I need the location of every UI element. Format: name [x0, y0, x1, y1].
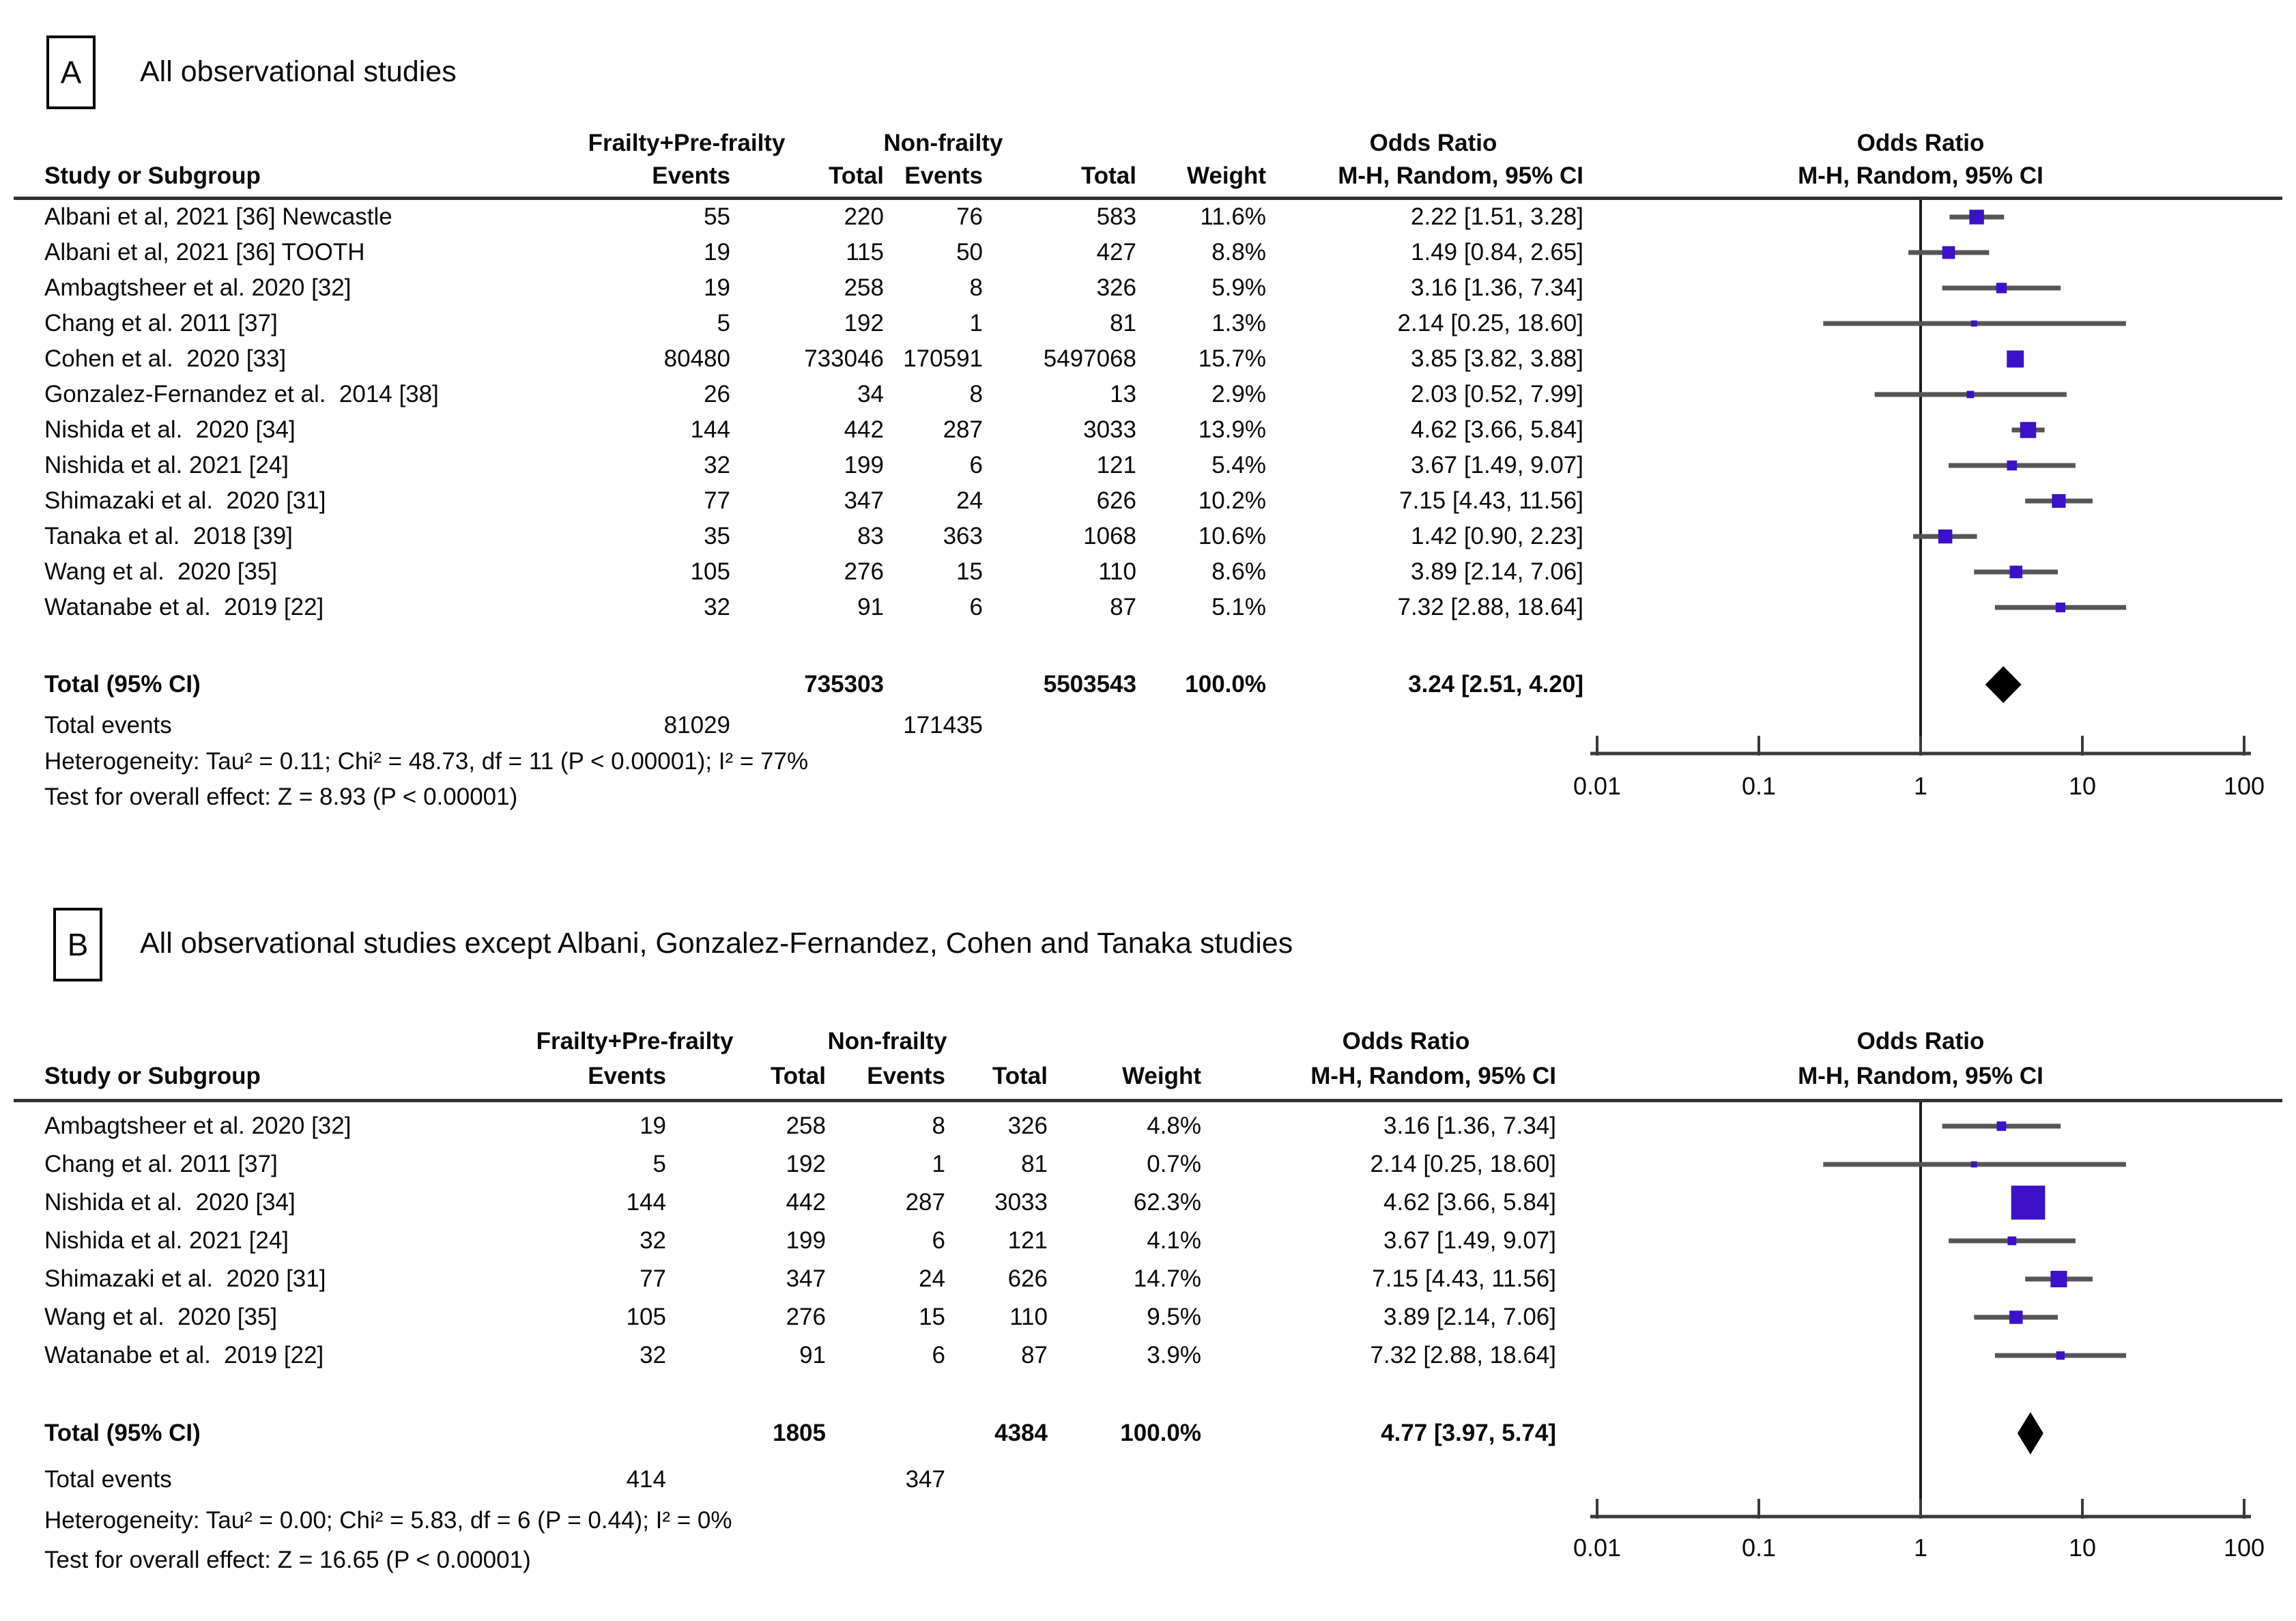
overall-effect-text: Test for overall effect: Z = 8.93 (P < 0.00001)	[44, 784, 518, 810]
total-nonfrailty-value: 326	[1007, 1113, 1048, 1139]
total-nonfrailty-value: 427	[1096, 239, 1136, 266]
study-name: Tanaka et al. 2018 [39]	[44, 523, 293, 549]
or-square	[1942, 246, 1955, 259]
events-frailty-value: 5	[652, 1151, 666, 1177]
axis-tick-label: 10	[2068, 772, 2097, 800]
col-header-odds-ratio-stats: Odds Ratio	[1369, 130, 1497, 156]
total-frailty-value: 276	[844, 558, 884, 585]
events-frailty-value: 19	[640, 1113, 666, 1139]
total-nonfrailty-value: 13	[1110, 381, 1136, 407]
or-ci-text: 2.14 [0.25, 18.60]	[1370, 1151, 1556, 1177]
total-nonfrailty-value: 87	[1110, 594, 1136, 620]
total-frailty-value: 442	[786, 1189, 826, 1216]
or-square	[1997, 1121, 2007, 1131]
total-nonfrailty-value: 81	[1021, 1151, 1048, 1177]
panel-title: All observational studies	[140, 55, 457, 88]
col-header-total-nonfrailty: Total	[1080, 162, 1136, 189]
total-nonfrailty-value: 583	[1096, 203, 1136, 230]
events-frailty-value: 144	[626, 1189, 666, 1216]
total-label: Total (95% CI)	[44, 1420, 201, 1446]
total-frailty-value: 220	[844, 203, 884, 230]
weight-value: 5.9%	[1211, 274, 1266, 301]
study-name: Nishida et al. 2021 [24]	[44, 452, 289, 478]
events-nonfrailty-value: 6	[932, 1227, 945, 1254]
or-ci-text: 2.22 [1.51, 3.28]	[1411, 203, 1583, 230]
axis-tick-label: 1	[1913, 772, 1928, 800]
or-square	[1967, 391, 1975, 399]
total-nonfrailty-value: 110	[1009, 1304, 1048, 1330]
or-square	[2056, 603, 2065, 612]
axis-tick-label: 0.01	[1573, 1534, 1622, 1562]
events-nonfrailty-value: 287	[943, 416, 983, 443]
col-header-mh-random-ci-stats: M-H, Random, 95% CI	[1338, 162, 1583, 189]
events-nonfrailty-value: 76	[956, 203, 983, 230]
or-square	[2007, 351, 2024, 368]
total-events-frailty: 81029	[663, 712, 730, 738]
header-rule	[14, 197, 2282, 200]
events-frailty-value: 105	[626, 1304, 666, 1330]
col-header-total-frailty: Total	[828, 162, 884, 189]
events-frailty-value: 32	[640, 1227, 666, 1254]
events-nonfrailty-value: 1	[932, 1151, 945, 1177]
overall-effect-text: Test for overall effect: Z = 16.65 (P < 0.00001)	[44, 1547, 531, 1573]
total-nonfrailty-value: 326	[1096, 274, 1136, 301]
total-nonfrailty-value: 81	[1110, 310, 1136, 336]
total-nonfrailty-value: 110	[1098, 558, 1136, 585]
panel-label-box	[53, 908, 102, 981]
total-nonfrailty-total: 4384	[994, 1420, 1048, 1446]
weight-value: 2.9%	[1211, 381, 1266, 407]
total-frailty-value: 733046	[804, 345, 884, 372]
events-nonfrailty-value: 24	[919, 1265, 945, 1292]
study-name: Albani et al, 2021 [36] Newcastle	[44, 203, 392, 230]
or-square	[2052, 494, 2065, 508]
events-nonfrailty-value: 24	[956, 487, 983, 514]
weight-value: 10.6%	[1198, 523, 1266, 549]
summary-diamond	[1985, 666, 2022, 703]
or-square	[1971, 1162, 1977, 1168]
col-header-weight: Weight	[1186, 162, 1266, 189]
weight-value: 4.1%	[1147, 1227, 1201, 1254]
col-header-nonfrailty-group: Non-frailty	[827, 1028, 947, 1055]
heterogeneity-text: Heterogeneity: Tau² = 0.00; Chi² = 5.83, df = 6 (P = 0.44); I² = 0%	[44, 1507, 732, 1534]
axis-tick-label: 0.1	[1741, 772, 1777, 800]
total-events-nonfrailty: 171435	[903, 712, 983, 738]
events-nonfrailty-value: 6	[969, 452, 983, 478]
events-frailty-value: 80480	[663, 345, 730, 372]
total-events-frailty: 414	[626, 1466, 666, 1493]
study-name: Gonzalez-Fernandez et al. 2014 [38]	[44, 381, 439, 407]
events-nonfrailty-value: 1	[969, 310, 983, 336]
or-ci-text: 3.67 [1.49, 9.07]	[1383, 1227, 1556, 1254]
weight-value: 9.5%	[1147, 1304, 1201, 1330]
or-ci-text: 2.14 [0.25, 18.60]	[1397, 310, 1583, 336]
events-nonfrailty-value: 287	[905, 1189, 945, 1216]
col-header-weight: Weight	[1121, 1063, 1201, 1089]
or-square	[2011, 1186, 2046, 1220]
events-nonfrailty-value: 15	[919, 1304, 945, 1330]
events-nonfrailty-value: 15	[956, 558, 983, 585]
col-header-frailty-group: Frailty+Pre-frailty	[588, 130, 786, 156]
or-ci-text: 1.49 [0.84, 2.65]	[1411, 239, 1583, 266]
study-name: Watanabe et al. 2019 [22]	[44, 1342, 324, 1368]
col-header-odds-ratio-graph: Odds Ratio	[1856, 1028, 1985, 1055]
study-name: Ambagtsheer et al. 2020 [32]	[44, 274, 351, 301]
axis-tick-label: 0.01	[1573, 772, 1622, 800]
weight-value: 4.8%	[1147, 1113, 1201, 1139]
total-events-label: Total events	[44, 712, 172, 738]
study-name: Nishida et al. 2020 [34]	[44, 1189, 296, 1216]
or-square	[2009, 1310, 2022, 1323]
total-nonfrailty-value: 121	[1096, 452, 1136, 478]
total-frailty-value: 258	[844, 274, 884, 301]
col-header-odds-ratio-stats: Odds Ratio	[1342, 1028, 1470, 1055]
weight-value: 62.3%	[1133, 1189, 1201, 1216]
total-nonfrailty-total: 5503543	[1043, 671, 1136, 698]
or-ci-text: 4.62 [3.66, 5.84]	[1411, 416, 1583, 443]
total-or-ci: 4.77 [3.97, 5.74]	[1381, 1420, 1556, 1446]
col-header-events-frailty: Events	[588, 1063, 666, 1089]
events-frailty-value: 32	[704, 452, 730, 478]
col-header-mh-random-ci-stats: M-H, Random, 95% CI	[1310, 1063, 1556, 1089]
events-frailty-value: 105	[690, 558, 730, 585]
weight-value: 10.2%	[1198, 487, 1266, 514]
total-nonfrailty-value: 626	[1007, 1265, 1048, 1292]
or-ci-text: 3.89 [2.14, 7.06]	[1383, 1304, 1556, 1330]
total-frailty-value: 199	[786, 1227, 826, 1254]
weight-value: 14.7%	[1133, 1265, 1201, 1292]
total-weight: 100.0%	[1185, 671, 1266, 698]
or-ci-text: 7.15 [4.43, 11.56]	[1399, 487, 1583, 514]
study-name: Chang et al. 2011 [37]	[44, 1151, 278, 1177]
col-header-mh-random-ci-graph: M-H, Random, 95% CI	[1798, 162, 2043, 189]
or-square	[1996, 283, 2007, 293]
col-header-total-nonfrailty: Total	[992, 1063, 1048, 1089]
total-frailty-value: 34	[857, 381, 884, 407]
weight-value: 5.4%	[1211, 452, 1266, 478]
events-frailty-value: 35	[704, 523, 730, 549]
weight-value: 8.8%	[1211, 239, 1266, 266]
panel-title: All observational studies except Albani, Gonzalez-Fernandez, Cohen and Tanaka studies	[140, 927, 1293, 960]
weight-value: 5.1%	[1211, 594, 1266, 620]
total-events-nonfrailty: 347	[905, 1466, 945, 1493]
total-frailty-value: 276	[786, 1304, 826, 1330]
events-frailty-value: 5	[717, 310, 730, 336]
total-frailty-value: 347	[786, 1265, 826, 1292]
or-square	[1938, 530, 1953, 544]
col-header-events-frailty: Events	[652, 162, 730, 189]
total-frailty-value: 192	[786, 1151, 826, 1177]
axis-tick-label: 1	[1913, 1534, 1928, 1562]
events-nonfrailty-value: 50	[956, 239, 983, 266]
weight-value: 0.7%	[1147, 1151, 1201, 1177]
study-name: Cohen et al. 2020 [33]	[44, 345, 287, 372]
total-nonfrailty-value: 3033	[1083, 416, 1136, 443]
or-square	[1971, 321, 1977, 327]
total-frailty-total: 735303	[804, 671, 884, 698]
total-frailty-value: 91	[857, 594, 884, 620]
study-name: Ambagtsheer et al. 2020 [32]	[44, 1113, 351, 1139]
total-frailty-value: 347	[844, 487, 884, 514]
events-frailty-value: 32	[704, 594, 730, 620]
total-frailty-total: 1805	[773, 1420, 826, 1446]
or-ci-text: 7.32 [2.88, 18.64]	[1370, 1342, 1556, 1368]
total-frailty-value: 199	[844, 452, 884, 478]
events-frailty-value: 77	[640, 1265, 666, 1292]
total-nonfrailty-value: 87	[1021, 1342, 1048, 1368]
col-header-events-nonfrailty: Events	[867, 1063, 945, 1089]
events-frailty-value: 19	[704, 274, 730, 301]
total-label: Total (95% CI)	[44, 671, 201, 698]
or-ci-text: 7.15 [4.43, 11.56]	[1372, 1265, 1556, 1292]
or-ci-text: 1.42 [0.90, 2.23]	[1411, 523, 1583, 549]
events-nonfrailty-value: 6	[969, 594, 983, 620]
study-name: Nishida et al. 2020 [34]	[44, 416, 296, 443]
total-frailty-value: 83	[857, 523, 884, 549]
total-frailty-value: 442	[844, 416, 884, 443]
or-square	[1969, 210, 1983, 224]
or-ci-text: 3.16 [1.36, 7.34]	[1411, 274, 1583, 301]
total-frailty-value: 258	[786, 1113, 826, 1139]
weight-value: 15.7%	[1198, 345, 1266, 372]
weight-value: 8.6%	[1211, 558, 1266, 585]
study-name: Albani et al, 2021 [36] TOOTH	[44, 239, 365, 266]
or-ci-text: 3.89 [2.14, 7.06]	[1411, 558, 1583, 585]
total-nonfrailty-value: 3033	[994, 1189, 1048, 1216]
or-square	[2020, 422, 2036, 437]
col-header-frailty-group: Frailty+Pre-frailty	[536, 1028, 734, 1055]
panel-label-box	[46, 35, 96, 109]
total-nonfrailty-value: 121	[1007, 1227, 1048, 1254]
study-name: Shimazaki et al. 2020 [31]	[44, 1265, 326, 1292]
panel-label: A	[60, 55, 82, 90]
events-nonfrailty-value: 6	[932, 1342, 945, 1368]
or-ci-text: 4.62 [3.66, 5.84]	[1383, 1189, 1556, 1216]
col-header-odds-ratio-graph: Odds Ratio	[1856, 130, 1985, 156]
col-header-nonfrailty-group: Non-frailty	[883, 130, 1003, 156]
study-name: Wang et al. 2020 [35]	[44, 1304, 278, 1330]
events-nonfrailty-value: 8	[932, 1113, 945, 1139]
weight-value: 13.9%	[1198, 416, 1266, 443]
total-nonfrailty-value: 1068	[1083, 523, 1136, 549]
total-frailty-value: 91	[799, 1342, 826, 1368]
events-frailty-value: 32	[640, 1342, 666, 1368]
events-frailty-value: 26	[704, 381, 730, 407]
study-name: Nishida et al. 2021 [24]	[44, 1227, 289, 1254]
weight-value: 3.9%	[1147, 1342, 1201, 1368]
or-square	[2056, 1351, 2065, 1360]
weight-value: 1.3%	[1211, 310, 1266, 336]
events-nonfrailty-value: 170591	[903, 345, 983, 372]
total-weight: 100.0%	[1120, 1420, 1201, 1446]
col-header-study: Study or Subgroup	[44, 162, 261, 189]
or-ci-text: 3.67 [1.49, 9.07]	[1411, 452, 1583, 478]
events-nonfrailty-value: 8	[969, 274, 983, 301]
or-ci-text: 2.03 [0.52, 7.99]	[1411, 381, 1583, 407]
or-square	[2007, 1237, 2016, 1246]
axis-tick-label: 100	[2223, 1534, 2265, 1562]
events-frailty-value: 55	[704, 203, 730, 230]
or-square	[2050, 1271, 2067, 1287]
panel-label: B	[67, 927, 89, 962]
study-name: Watanabe et al. 2019 [22]	[44, 594, 324, 620]
axis-tick-label: 10	[2068, 1534, 2097, 1562]
total-frailty-value: 192	[844, 310, 884, 336]
total-events-label: Total events	[44, 1466, 172, 1493]
study-name: Shimazaki et al. 2020 [31]	[44, 487, 326, 514]
axis-tick-label: 100	[2223, 772, 2265, 800]
heterogeneity-text: Heterogeneity: Tau² = 0.11; Chi² = 48.73, df = 11 (P < 0.00001); I² = 77%	[44, 748, 809, 775]
or-ci-text: 3.85 [3.82, 3.88]	[1411, 345, 1583, 372]
col-header-total-frailty: Total	[770, 1063, 826, 1089]
or-ci-text: 7.32 [2.88, 18.64]	[1397, 594, 1583, 620]
or-ci-text: 3.16 [1.36, 7.34]	[1383, 1113, 1556, 1139]
events-frailty-value: 19	[704, 239, 730, 266]
weight-value: 11.6%	[1200, 203, 1266, 230]
col-header-study: Study or Subgroup	[44, 1063, 261, 1089]
study-name: Wang et al. 2020 [35]	[44, 558, 278, 585]
axis-tick-label: 0.1	[1741, 1534, 1777, 1562]
total-frailty-value: 115	[846, 239, 884, 266]
total-nonfrailty-value: 626	[1096, 487, 1136, 514]
study-name: Chang et al. 2011 [37]	[44, 310, 278, 336]
col-header-mh-random-ci-graph: M-H, Random, 95% CI	[1798, 1063, 2043, 1089]
summary-diamond	[2018, 1412, 2043, 1454]
col-header-events-nonfrailty: Events	[904, 162, 983, 189]
total-nonfrailty-value: 5497068	[1043, 345, 1136, 372]
or-square	[2007, 461, 2018, 471]
events-frailty-value: 77	[704, 487, 730, 514]
events-nonfrailty-value: 363	[943, 523, 983, 549]
total-or-ci: 3.24 [2.51, 4.20]	[1408, 671, 1583, 698]
header-rule	[14, 1099, 2282, 1102]
events-frailty-value: 144	[690, 416, 730, 443]
events-nonfrailty-value: 8	[969, 381, 983, 407]
or-square	[2010, 566, 2022, 578]
